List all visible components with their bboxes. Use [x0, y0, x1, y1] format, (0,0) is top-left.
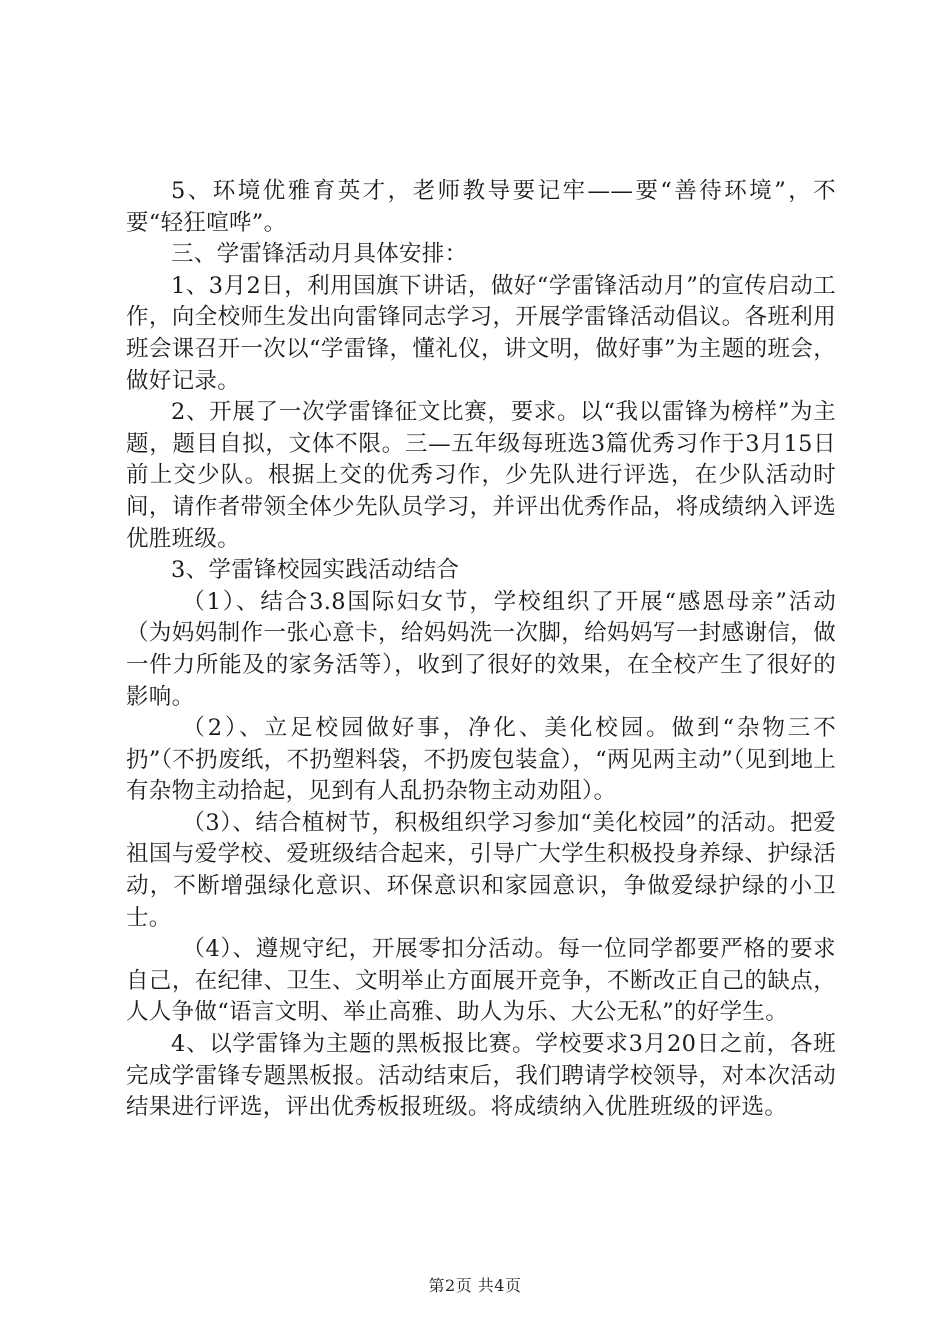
paragraph-subitem-4: （4）、遵规守纪，开展零扣分活动。每一位同学都要严格的要求自己，在纪律、卫生、文明举止方面展开竞争，不断改正自己的缺点，人人争做“语言文明、举止高雅、助人为乐、大公无私”的好学生。: [126, 936, 836, 1026]
paragraph-item-5: 5、环境优雅育英才，老师教导要记牢——要“善待环境”，不要“轻狂喧哗”。: [126, 178, 836, 236]
paragraph-arrangement-4: 4、以学雷锋为主题的黑板报比赛。学校要求3月20日之前，各班完成学雷锋专题黑板报。活动结束后，我们聘请学校领导，对本次活动结果进行评选，评出优秀板报班级。将成绩纳入优胜班级的评选。: [126, 1031, 836, 1121]
paragraph-subitem-3: （3）、结合植树节，积极组织学习参加“美化校园”的活动。把爱祖国与爱学校、爱班级结合起来，引导广大学生积极投身养绿、护绿活动，不断增强绿化意识、环保意识和家园意识，争做爱绿护绿的小卫士。: [126, 809, 836, 931]
paragraph-arrangement-3: 3、学雷锋校园实践活动结合: [171, 557, 460, 584]
paragraph-arrangement-1: 1、3月2日，利用国旗下讲话，做好“学雷锋活动月”的宣传启动工作，向全校师生发出向雷锋同志学习，开展学雷锋活动倡议。各班利用班会课召开一次以“学雷锋，懂礼仪，讲文明，做好事”为主题的班会，做好记录。: [126, 272, 836, 394]
section-heading-arrangement: 三、学雷锋活动月具体安排：: [171, 241, 468, 268]
paragraph-subitem-2: （2）、立足校园做好事，净化、美化校园。做到“杂物三不扔”（不扔废纸，不扔塑料袋，不扔废包装盒），“两见两主动”（见到地上有杂物主动拾起，见到有人乱扔杂物主动劝阻）。: [126, 715, 836, 805]
paragraph-arrangement-2: 2、开展了一次学雷锋征文比赛，要求。以“我以雷锋为榜样”为主题，题目自拟，文体不限。三—五年级每班选3篇优秀习作于3月15日前上交少队。根据上交的优秀习作，少先队进行评选，在少队活动时间，请作者带领全体少先队员学习，并评出优秀作品，将成绩纳入评选优胜班级。: [126, 399, 836, 552]
paragraph-subitem-1: （1）、结合3.8国际妇女节，学校组织了开展“感恩母亲”活动（为妈妈制作一张心意卡，给妈妈洗一次脚，给妈妈写一封感谢信，做一件力所能及的家务活等），收到了很好的效果，在全校产生了很好的影响。: [126, 588, 836, 710]
page-number-footer: 第2页 共4页: [428, 1276, 522, 1295]
document-body: [126, 176, 836, 1124]
